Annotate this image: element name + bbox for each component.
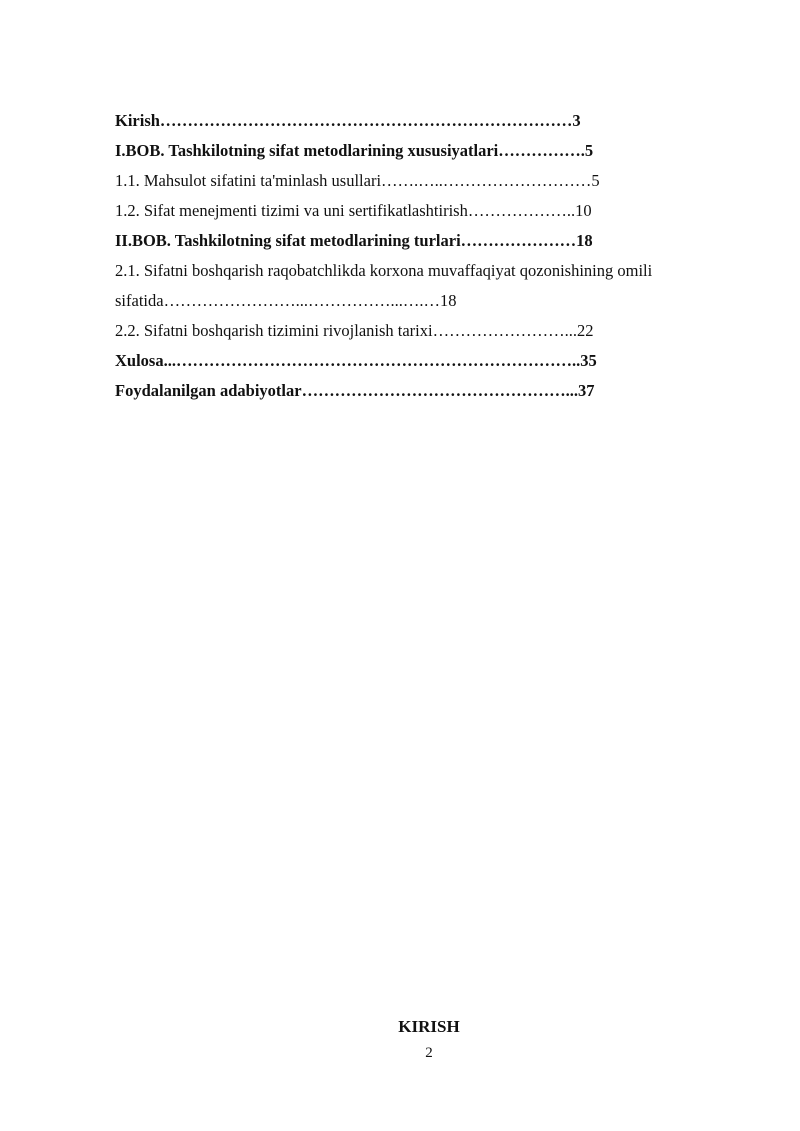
toc-entry-references: Foydalanilgan adabiyotlar…………………………………………...37	[115, 381, 595, 400]
toc-entry-chapter-2: II.BOB. Tashkilotning sifat metodlarining turlari…………………18	[115, 231, 593, 250]
table-of-contents	[115, 106, 735, 406]
toc-entry-section-1-2: 1.2. Sifat menejmenti tizimi va uni sertifikatlashtirish………………..10	[115, 201, 592, 220]
toc-entry-section-2-2: 2.2. Sifatni boshqarish tizimini rivojlanish tarixi……………………...22	[115, 321, 594, 340]
toc-entry-section-1-1: 1.1. Mahsulot sifatini ta'minlash usullari…….…..………………………5	[115, 171, 600, 190]
toc-entry-kirish: Kirish…………………………………………………………………3	[115, 111, 581, 130]
section-heading: KIRISH	[398, 1017, 460, 1036]
toc-entry-section-2-1: 2.1. Sifatni boshqarish raqobatchlikda korxona muvaffaqiyat qozonishining omili sifatida……………………...……………...….…18	[115, 261, 653, 310]
page-number: 2	[425, 1045, 433, 1061]
toc-entry-chapter-1: I.BOB. Tashkilotning sifat metodlarining xususiyatlari…………….5	[115, 141, 594, 160]
toc-entry-xulosa: Xulosa...………………………………………………………………..35	[115, 351, 597, 370]
